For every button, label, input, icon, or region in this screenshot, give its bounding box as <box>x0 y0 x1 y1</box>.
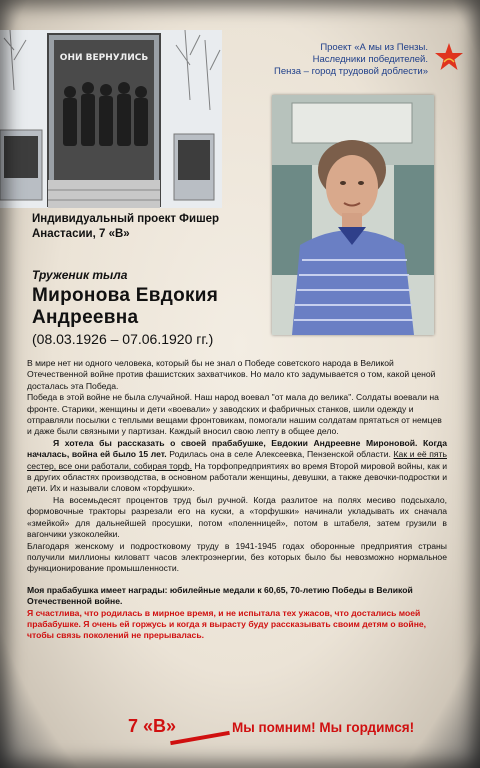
class-label: 7 «В» <box>128 716 177 736</box>
subject-dates: (08.03.1926 – 07.06.1920 гг.) <box>32 331 214 347</box>
author-line-2: Анастасии, 7 «В» <box>32 228 130 240</box>
body-text <box>27 358 447 642</box>
text-bold-age: . Когда началась, война ей было 15 лет. <box>27 437 447 460</box>
subject-name-line-2: Андреевна <box>32 307 139 328</box>
ribbon-stripe <box>170 731 230 745</box>
project-line-1: Проект «А мы из Пензы. <box>320 42 428 53</box>
paragraph-manual-labor: На восемьдесят процентов труд был ручной. Когда разлитое на полях месиво подсыхало, формовочные тракторы разрезали его на куски, а «торфушки» начинали укладывать их сначала «змейкой» для дальнейшей просушки, потом «поленницей», потом в штабеля, затем грузили в вагончики узкоколейки. <box>27 494 447 540</box>
text-peat-workers: На торфопредприятиях во время Второй мировой войны, как и в других областях производства, в основном работали женщины, девушки, а также девочки-подростки и дети. Их и называли словом «торфушки». <box>27 460 447 494</box>
portrait-photo <box>272 95 434 335</box>
slogan: Мы помним! Мы гордимся! <box>232 720 415 735</box>
paragraph-victory: Победа в этой войне не была случайной. Наш народ воевал "от мала до велика". Солдаты воевали на фронте. Старики, женщины и дети «воевали» у заводских и фабричных станков, шили одежду и отправляли посылки с теплыми вещами фронтовикам, помогали нашим солдатам прятаться от немцев и даже были связными у партизан. Каждый вносил свою лепту в общее дело. <box>27 392 442 437</box>
paragraph-awards: Моя прабабушка имеет награды: юбилейные медали к 60,65, 70-летию Победы в Великой Отечественной войне. <box>27 584 413 607</box>
paragraph-intro: В мире нет ни одного человека, который бы не знал о Победе советского народа в Великой Отечественной войне против фашистских захватчиков. Но мало кто задумывается о том, какой ценой досталась эта Победа. <box>27 358 436 391</box>
subject-name-line-1: Миронова Евдокия <box>32 285 219 306</box>
project-title <box>228 42 428 78</box>
memorial-sign: ОНИ ВЕРНУЛИСЬ <box>59 53 149 63</box>
paragraph-closing: Я счастлива, что родилась в мирное время, и не испытала тех ужасов, что достались моей прабабушке. Я очень ей горжусь и когда я вырасту буду рассказывать своим детям о войне, чтобы связь поколений не прерывалась. <box>27 607 427 641</box>
author-line-1: Индивидуальный проект Фишер <box>32 213 220 225</box>
subject-role: Труженик тыла <box>32 268 128 282</box>
star-emblem-icon <box>434 42 464 72</box>
paragraph-energy: Благодаря женскому и подростковому труду в 1941-1945 годах оборонные предприятия страны получили миллионы киловатт часов электроэнергии, без которых было бы невозможно нормальное функционирование промышленности. <box>27 540 447 574</box>
project-line-2: Наследники победителей. <box>312 54 428 65</box>
project-line-3: Пенза – город трудовой доблести» <box>274 66 428 77</box>
text-birthplace: Родилась она в селе Алексеевка, Пензенской области. <box>166 449 394 460</box>
author-credit <box>32 212 262 242</box>
memorial-photo <box>0 30 222 208</box>
subject-name <box>32 285 272 329</box>
text-sisters-peat: Как и её пять сестер, все они работали, собирая торф. <box>27 449 447 471</box>
paragraph-great-grandmother <box>27 438 447 495</box>
text-bold-intro: Я хотела бы рассказать о своей прабабушке, Евдокии Андреевне Мироновой <box>53 437 416 448</box>
